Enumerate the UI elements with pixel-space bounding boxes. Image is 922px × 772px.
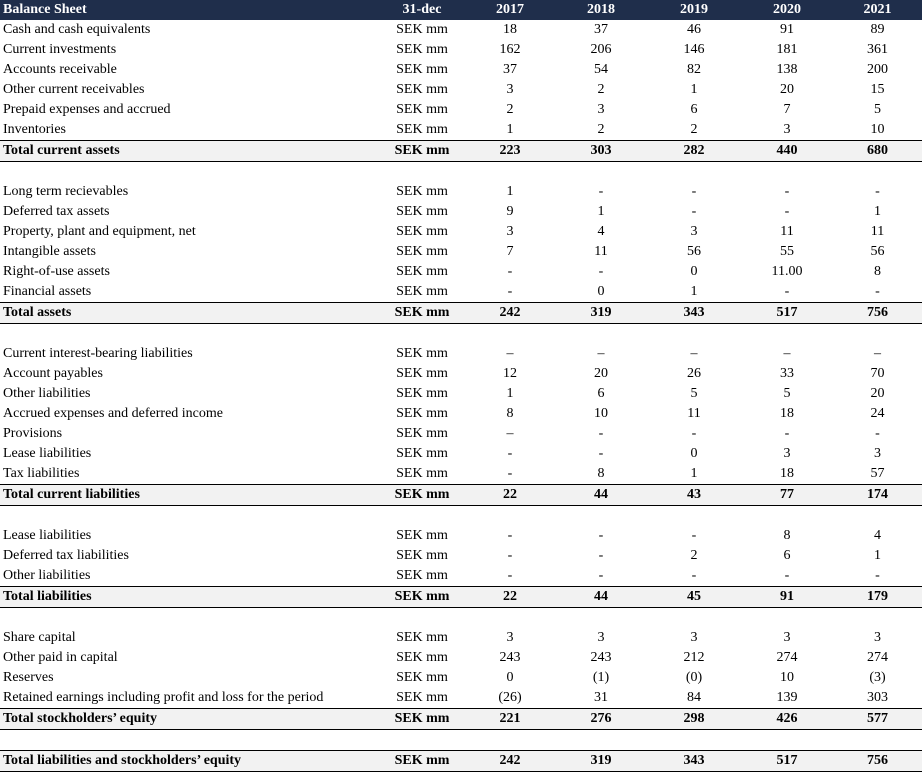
value-cell: 1	[690, 82, 698, 97]
value-cell: 7	[783, 102, 791, 117]
row-label: Other liabilities	[3, 386, 91, 401]
spacer-row	[0, 506, 922, 527]
table-row	[0, 688, 922, 709]
row-unit: SEK mm	[396, 346, 448, 361]
value-cell: 303	[555, 141, 647, 162]
value-cell: 3	[783, 630, 791, 645]
row-label: Right-of-use assets	[3, 264, 110, 279]
value-cell: 11.00	[771, 264, 803, 279]
row-label: Retained earnings including profit and loss for the period	[3, 690, 324, 705]
value-cell: -	[784, 426, 790, 441]
total-row	[0, 587, 922, 608]
year-header: 2018	[555, 0, 647, 20]
value-cell: 18	[780, 406, 794, 421]
value-cell: 20	[780, 82, 794, 97]
row-unit: SEK mm	[396, 204, 448, 219]
value-cell: 242	[465, 303, 555, 324]
value-cell: 138	[776, 62, 798, 77]
value-cell: -	[598, 446, 604, 461]
value-cell: 55	[780, 244, 794, 259]
row-unit: SEK mm	[396, 366, 448, 381]
value-cell: -	[691, 568, 697, 583]
value-cell: (3)	[869, 670, 886, 685]
row-label: Other current receivables	[3, 82, 145, 97]
value-cell: 10	[594, 406, 608, 421]
value-cell: -	[507, 568, 513, 583]
row-unit: SEK mm	[396, 264, 448, 279]
total-row	[0, 141, 922, 162]
value-cell: -	[598, 184, 604, 199]
value-cell: -	[598, 528, 604, 543]
value-cell: -	[784, 568, 790, 583]
value-cell: 54	[594, 62, 608, 77]
value-cell: 1	[506, 184, 514, 199]
value-cell: 243	[499, 650, 521, 665]
value-cell: 56	[870, 244, 885, 259]
value-cell: -	[691, 528, 697, 543]
table-row	[0, 40, 922, 60]
value-cell: 3	[874, 446, 881, 461]
value-cell: –	[506, 346, 514, 361]
value-cell: 10	[870, 122, 885, 137]
value-cell: 1	[690, 466, 698, 481]
value-cell: 3	[783, 446, 791, 461]
row-unit: SEK mm	[396, 386, 448, 401]
value-cell: -	[598, 548, 604, 563]
value-cell: 517	[741, 303, 833, 324]
row-unit: SEK mm	[393, 751, 465, 772]
spacer-cell	[0, 608, 922, 629]
row-label: Long term recievables	[3, 184, 129, 199]
value-cell: 274	[867, 650, 888, 665]
spacer-cell	[0, 324, 922, 345]
value-cell: 577	[833, 709, 922, 730]
table-row	[0, 282, 922, 303]
value-cell: 6	[597, 386, 605, 401]
table-row	[0, 60, 922, 80]
value-cell: 24	[870, 406, 885, 421]
value-cell: –	[874, 346, 881, 361]
value-cell: 44	[555, 587, 647, 608]
value-cell: 7	[506, 244, 514, 259]
value-cell: 56	[687, 244, 701, 259]
value-cell: -	[598, 568, 604, 583]
value-cell: 37	[503, 62, 517, 77]
value-cell: 12	[503, 366, 517, 381]
row-label: Inventories	[3, 122, 66, 137]
table-row	[0, 668, 922, 688]
value-cell: 282	[647, 141, 741, 162]
row-unit: SEK mm	[396, 466, 448, 481]
total-row	[0, 751, 922, 772]
value-cell: 139	[776, 690, 798, 705]
value-cell: 2	[690, 122, 698, 137]
row-unit: SEK mm	[393, 485, 465, 506]
value-cell: 10	[780, 670, 794, 685]
value-cell: 343	[647, 751, 741, 772]
value-cell: 18	[503, 22, 517, 37]
value-cell: -	[507, 446, 513, 461]
value-cell: 298	[647, 709, 741, 730]
value-cell: -	[875, 284, 880, 299]
value-cell: 162	[499, 42, 521, 57]
value-cell: 440	[741, 141, 833, 162]
value-cell: 22	[465, 587, 555, 608]
value-cell: 756	[833, 303, 922, 324]
value-cell: 11	[870, 224, 885, 239]
value-cell: 5	[690, 386, 698, 401]
value-cell: 274	[776, 650, 798, 665]
value-cell: 77	[741, 485, 833, 506]
value-cell: 18	[780, 466, 794, 481]
value-cell: 3	[874, 630, 881, 645]
row-unit: SEK mm	[396, 284, 448, 299]
table-row	[0, 364, 922, 384]
row-label: Lease liabilities	[3, 446, 92, 461]
row-unit: SEK mm	[396, 568, 448, 583]
table-row	[0, 464, 922, 485]
value-cell: -	[784, 184, 790, 199]
value-cell: 37	[594, 22, 608, 37]
table-row	[0, 344, 922, 364]
value-cell: 426	[741, 709, 833, 730]
value-cell: -	[875, 184, 880, 199]
table-row	[0, 628, 922, 648]
row-label: Share capital	[3, 630, 76, 645]
value-cell: 146	[683, 42, 705, 57]
row-unit: SEK mm	[396, 102, 448, 117]
value-cell: 181	[776, 42, 798, 57]
row-label: Tax liabilities	[3, 466, 80, 481]
value-cell: 8	[506, 406, 514, 421]
row-label: Prepaid expenses and accrued	[3, 102, 171, 117]
row-label: Total current liabilities	[0, 485, 393, 506]
row-label: Account payables	[3, 366, 103, 381]
row-label: Total stockholders’ equity	[0, 709, 393, 730]
total-row	[0, 303, 922, 324]
value-cell: 319	[555, 303, 647, 324]
value-cell: 3	[597, 102, 605, 117]
value-cell: 242	[465, 751, 555, 772]
value-cell: -	[784, 284, 790, 299]
spacer-row	[0, 730, 922, 751]
value-cell: 84	[687, 690, 701, 705]
value-cell: 11	[687, 406, 701, 421]
spacer-cell	[0, 730, 922, 751]
value-cell: 3	[506, 82, 514, 97]
value-cell: 1	[690, 284, 698, 299]
row-unit: SEK mm	[396, 548, 448, 563]
value-cell: 8	[874, 264, 881, 279]
row-unit: SEK mm	[396, 244, 448, 259]
value-cell: 179	[833, 587, 922, 608]
value-cell: 6	[690, 102, 698, 117]
value-cell: 33	[780, 366, 794, 381]
value-cell: 3	[506, 630, 514, 645]
row-label: Property, plant and equipment, net	[3, 224, 196, 239]
table-row	[0, 526, 922, 546]
value-cell: 44	[555, 485, 647, 506]
table-row	[0, 242, 922, 262]
value-cell: (0)	[685, 670, 703, 685]
value-cell: -	[507, 284, 513, 299]
value-cell: 0	[690, 446, 698, 461]
value-cell: 89	[870, 22, 885, 37]
value-cell: -	[507, 528, 513, 543]
value-cell: -	[784, 204, 790, 219]
value-cell: 3	[690, 224, 698, 239]
table-row	[0, 444, 922, 464]
row-unit: SEK mm	[393, 141, 465, 162]
table-row	[0, 202, 922, 222]
row-label: Current interest-bearing liabilities	[3, 346, 193, 361]
table-row	[0, 648, 922, 668]
value-cell: 15	[870, 82, 885, 97]
value-cell: –	[783, 346, 791, 361]
row-unit: SEK mm	[396, 62, 448, 77]
value-cell: 200	[867, 62, 888, 77]
row-unit: SEK mm	[396, 184, 448, 199]
value-cell: -	[507, 466, 513, 481]
table-row	[0, 100, 922, 120]
row-unit: SEK mm	[396, 670, 448, 685]
value-cell: 361	[867, 42, 888, 57]
value-cell: 680	[833, 141, 922, 162]
value-cell: 8	[783, 528, 791, 543]
table-row	[0, 404, 922, 424]
value-cell: 0	[506, 670, 514, 685]
value-cell: 1	[874, 548, 881, 563]
row-label: Total liabilities	[0, 587, 393, 608]
value-cell: 319	[555, 751, 647, 772]
value-cell: 4	[874, 528, 881, 543]
value-cell: 303	[867, 690, 888, 705]
value-cell: 343	[647, 303, 741, 324]
value-cell: 20	[594, 366, 608, 381]
spacer-row	[0, 162, 922, 183]
row-unit: SEK mm	[396, 22, 448, 37]
value-cell: 20	[870, 386, 885, 401]
table-row	[0, 20, 922, 40]
value-cell: -	[875, 426, 880, 441]
row-unit: SEK mm	[396, 82, 448, 97]
table-row	[0, 424, 922, 444]
value-cell: 91	[741, 587, 833, 608]
value-cell: -	[691, 184, 697, 199]
value-cell: 31	[594, 690, 608, 705]
row-label: Provisions	[3, 426, 63, 441]
table-body	[0, 20, 922, 772]
value-cell: 1	[874, 204, 881, 219]
row-label: Accounts receivable	[3, 62, 117, 77]
value-cell: 206	[590, 42, 612, 57]
row-label: Financial assets	[3, 284, 92, 299]
value-cell: 57	[870, 466, 885, 481]
total-row	[0, 709, 922, 730]
row-label: Current investments	[3, 42, 117, 57]
value-cell: 517	[741, 751, 833, 772]
value-cell: 276	[555, 709, 647, 730]
table-row	[0, 546, 922, 566]
year-header: 2019	[647, 0, 741, 20]
value-cell: (26)	[498, 690, 522, 705]
value-cell: –	[506, 426, 514, 441]
table-row	[0, 80, 922, 100]
value-cell: 2	[690, 548, 698, 563]
spacer-row	[0, 324, 922, 345]
value-cell: 174	[833, 485, 922, 506]
row-label: Reserves	[3, 670, 54, 685]
value-cell: 0	[597, 284, 605, 299]
row-unit: SEK mm	[396, 426, 448, 441]
row-label: Lease liabilities	[3, 528, 92, 543]
row-unit: SEK mm	[396, 690, 448, 705]
spacer-row	[0, 608, 922, 629]
row-unit: SEK mm	[396, 650, 448, 665]
value-cell: -	[875, 568, 880, 583]
value-cell: 45	[647, 587, 741, 608]
value-cell: 43	[647, 485, 741, 506]
value-cell: 3	[690, 630, 698, 645]
table-row	[0, 222, 922, 242]
date-header: 31-dec	[393, 0, 465, 20]
row-label: Deferred tax assets	[3, 204, 110, 219]
row-unit: SEK mm	[396, 406, 448, 421]
value-cell: 1	[597, 204, 605, 219]
value-cell: 0	[690, 264, 698, 279]
value-cell: 2	[506, 102, 514, 117]
row-label: Other paid in capital	[3, 650, 118, 665]
row-label: Total liabilities and stockholders’ equity	[0, 751, 393, 772]
value-cell: 26	[687, 366, 701, 381]
value-cell: –	[690, 346, 698, 361]
value-cell: 1	[506, 122, 514, 137]
row-unit: SEK mm	[396, 630, 448, 645]
value-cell: 3	[597, 630, 605, 645]
row-label: Deferred tax liabilities	[3, 548, 129, 563]
value-cell: -	[691, 204, 697, 219]
value-cell: –	[597, 346, 605, 361]
row-label: Total current assets	[0, 141, 393, 162]
year-header: 2021	[833, 0, 922, 20]
table-row	[0, 384, 922, 404]
value-cell: 4	[597, 224, 605, 239]
value-cell: -	[507, 548, 513, 563]
row-label: Accrued expenses and deferred income	[3, 406, 224, 421]
value-cell: -	[507, 264, 513, 279]
row-unit: SEK mm	[396, 224, 448, 239]
value-cell: 22	[465, 485, 555, 506]
table-row	[0, 262, 922, 282]
value-cell: 212	[683, 650, 705, 665]
row-unit: SEK mm	[393, 303, 465, 324]
row-label: Intangible assets	[3, 244, 96, 259]
table-row	[0, 566, 922, 587]
row-unit: SEK mm	[396, 446, 448, 461]
value-cell: 11	[780, 224, 794, 239]
value-cell: -	[598, 426, 604, 441]
table-row	[0, 120, 922, 141]
table-header-row	[0, 0, 922, 20]
value-cell: 5	[874, 102, 881, 117]
value-cell: 243	[590, 650, 612, 665]
value-cell: (1)	[592, 670, 610, 685]
row-unit: SEK mm	[396, 42, 448, 57]
table-row	[0, 182, 922, 202]
row-unit: SEK mm	[396, 528, 448, 543]
value-cell: 11	[594, 244, 608, 259]
value-cell: -	[691, 426, 697, 441]
year-header: 2020	[741, 0, 833, 20]
value-cell: 2	[597, 122, 605, 137]
value-cell: 8	[597, 466, 605, 481]
value-cell: 70	[870, 366, 885, 381]
value-cell: 223	[465, 141, 555, 162]
value-cell: -	[598, 264, 604, 279]
value-cell: 3	[506, 224, 514, 239]
value-cell: 1	[506, 386, 514, 401]
value-cell: 6	[783, 548, 791, 563]
spacer-cell	[0, 506, 922, 527]
row-label: Total assets	[0, 303, 393, 324]
row-unit: SEK mm	[396, 122, 448, 137]
row-unit: SEK mm	[393, 587, 465, 608]
value-cell: 9	[506, 204, 514, 219]
value-cell: 82	[687, 62, 701, 77]
value-cell: 5	[783, 386, 791, 401]
value-cell: 91	[780, 22, 794, 37]
value-cell: 2	[597, 82, 605, 97]
row-unit: SEK mm	[393, 709, 465, 730]
value-cell: 756	[833, 751, 922, 772]
row-label: Other liabilities	[3, 568, 91, 583]
value-cell: 3	[783, 122, 791, 137]
total-row	[0, 485, 922, 506]
value-cell: 221	[465, 709, 555, 730]
table-title: Balance Sheet	[0, 0, 393, 20]
spacer-cell	[0, 162, 922, 183]
row-label: Cash and cash equivalents	[3, 22, 151, 37]
value-cell: 46	[687, 22, 701, 37]
year-header: 2017	[465, 0, 555, 20]
